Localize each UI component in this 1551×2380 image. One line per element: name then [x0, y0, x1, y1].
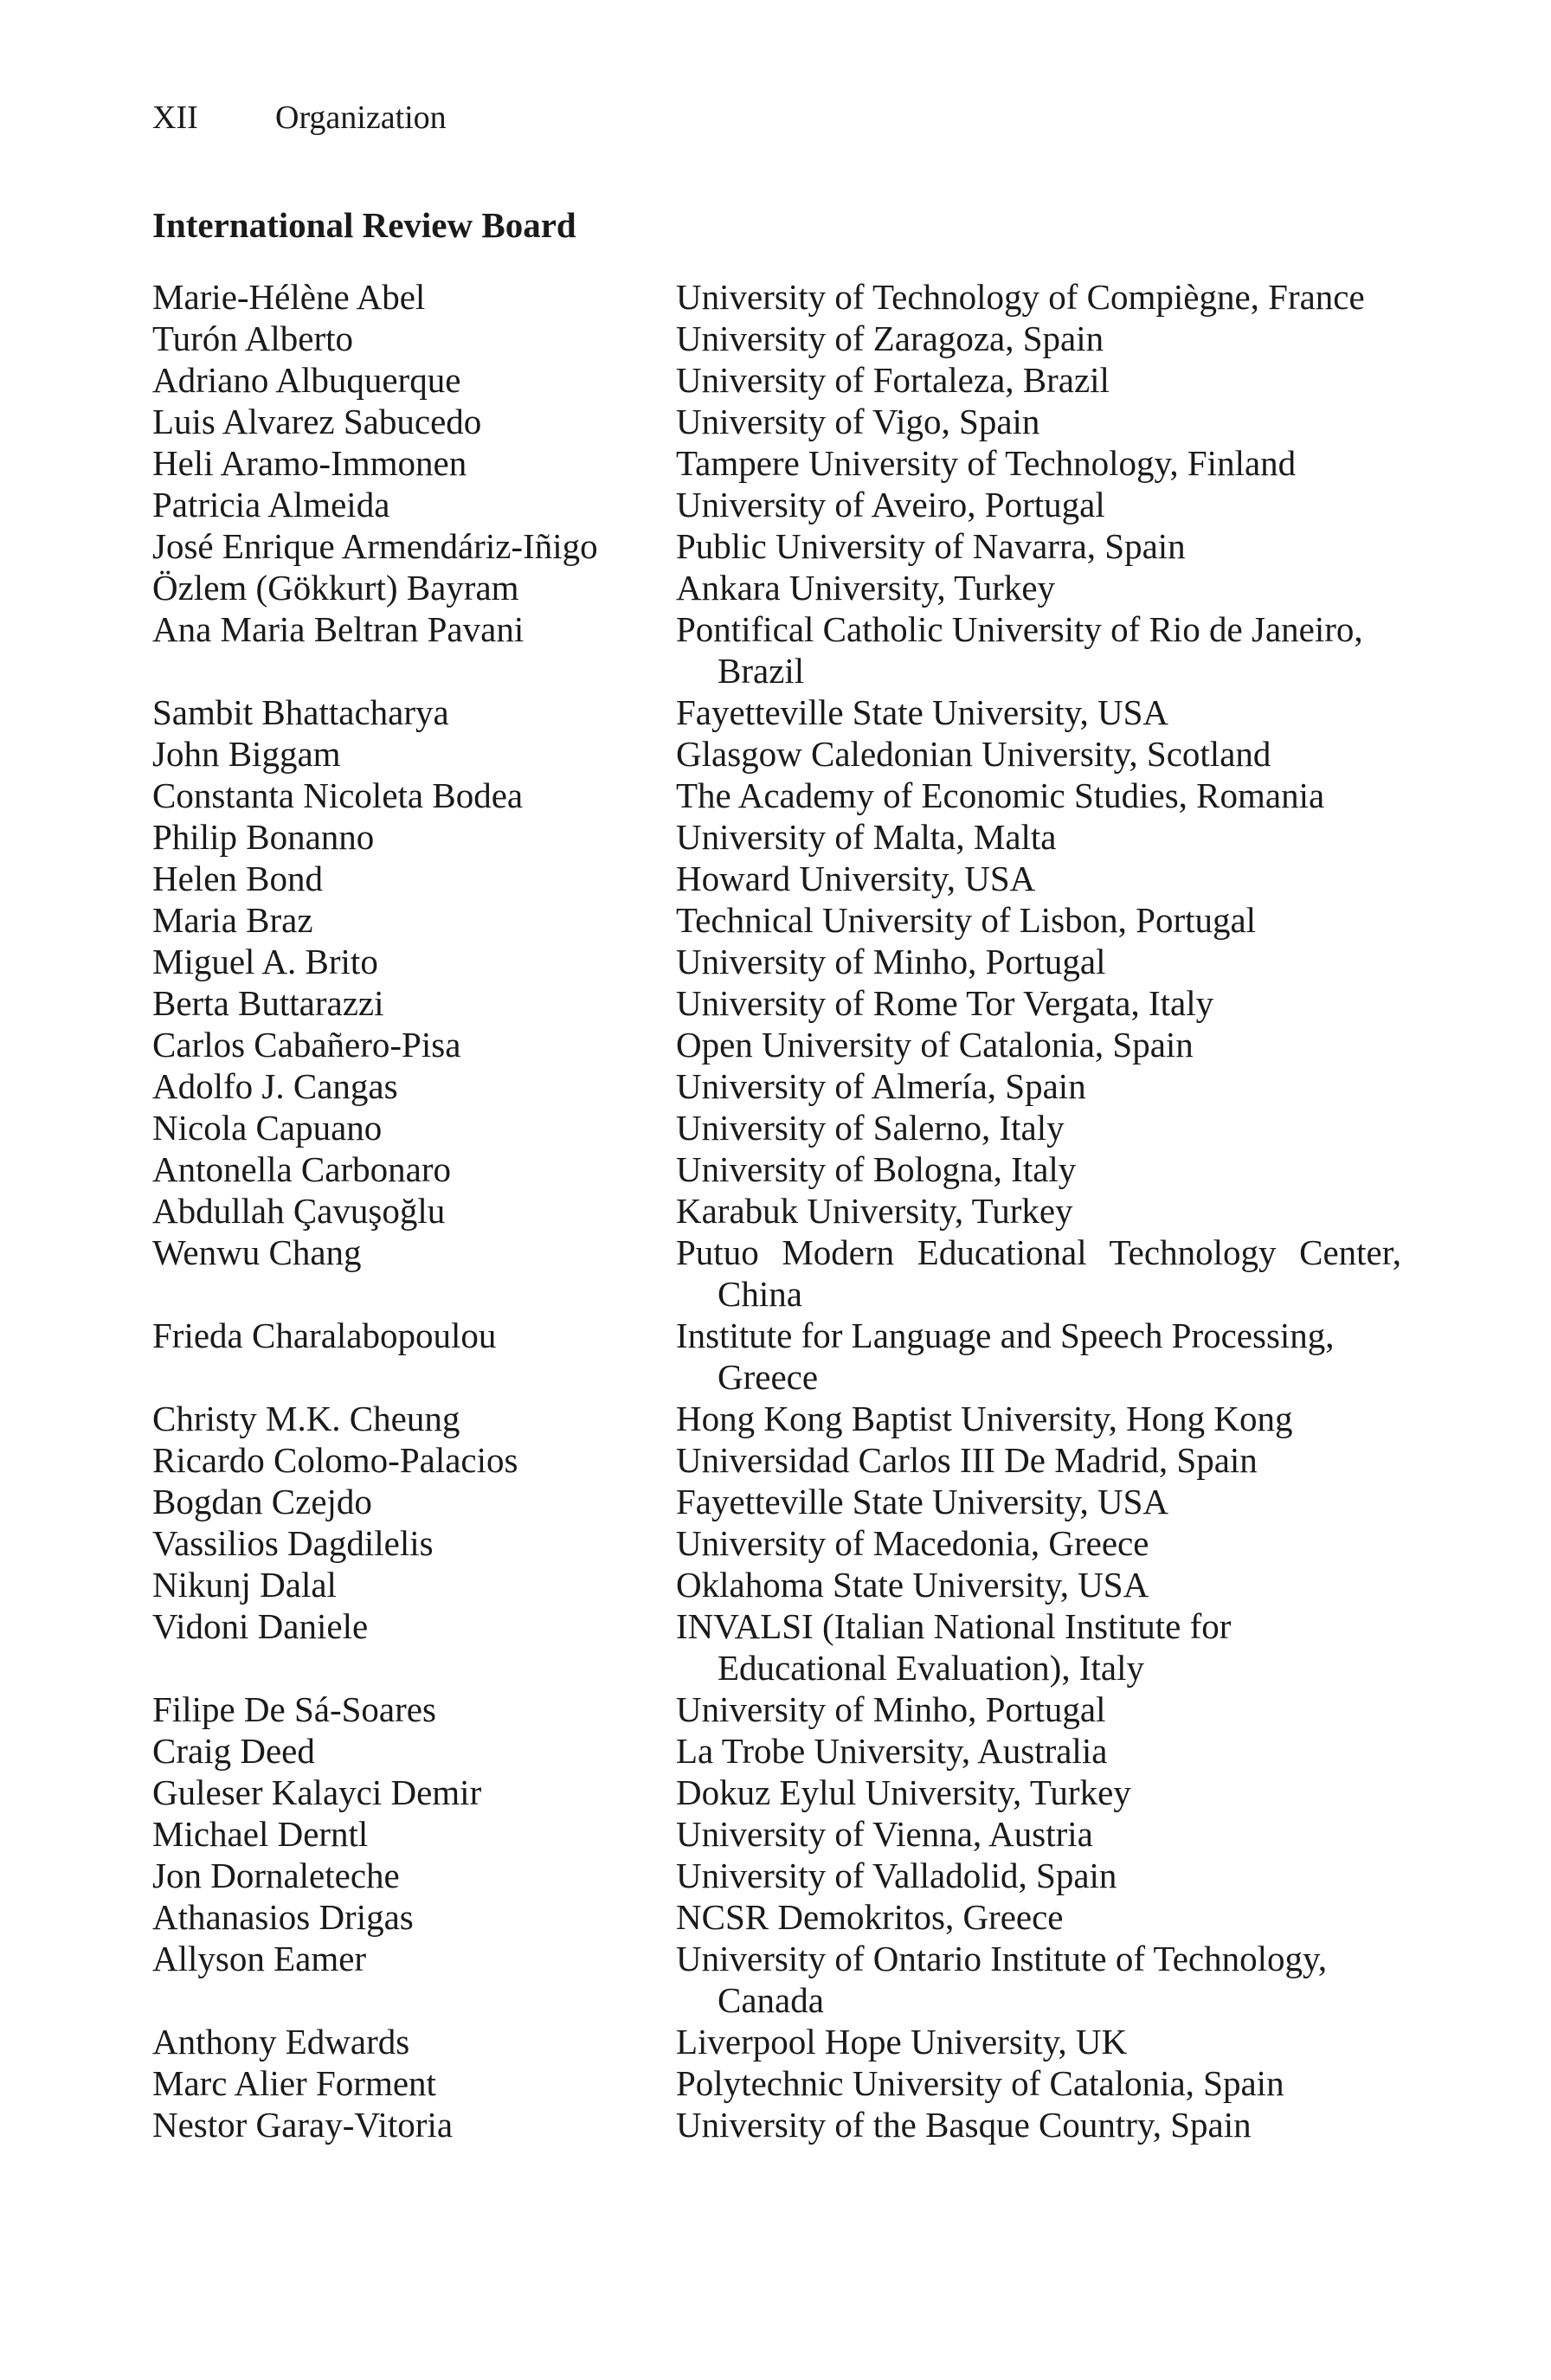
affiliation-line: University of Aveiro, Portugal: [676, 485, 1105, 524]
affiliation-line: Open University of Catalonia, Spain: [676, 1025, 1194, 1065]
affiliation-line: Howard University, USA: [676, 859, 1036, 898]
running-head: [152, 97, 447, 138]
member-name: Frieda Charalabopoulou: [152, 1315, 497, 1355]
member-name: Ana Maria Beltran Pavani: [152, 609, 525, 649]
affiliation-line: Fayetteville State University, USA: [676, 692, 1168, 732]
member-name: Adriano Albuquerque: [152, 360, 461, 400]
member-affiliation: [676, 2104, 1401, 2145]
running-title: Organization: [275, 100, 447, 136]
member-row: [152, 1605, 1416, 1689]
member-name: Luis Alvarez Sabucedo: [152, 402, 482, 441]
member-affiliation: [676, 1772, 1401, 1813]
affiliation-line: University of Malta, Malta: [676, 817, 1057, 857]
member-name: José Enrique Armendáriz-Iñigo: [152, 526, 598, 566]
member-name: Maria Braz: [152, 900, 313, 940]
member-name: Marie-Hélène Abel: [152, 277, 426, 317]
member-affiliation: [676, 1148, 1401, 1190]
affiliation-line: University of Bologna, Italy: [676, 1149, 1077, 1189]
member-name: Michael Derntl: [152, 1814, 369, 1854]
affiliation-line: INVALSI (Italian National Institute for: [676, 1606, 1232, 1646]
member-name: Nicola Capuano: [152, 1108, 383, 1148]
member-name: Helen Bond: [152, 859, 323, 898]
member-affiliation: [676, 276, 1401, 318]
affiliation-line: Institute for Language and Speech Processing,: [676, 1315, 1335, 1355]
member-row: [152, 1481, 1416, 1522]
affiliation-line: Dokuz Eylul University, Turkey: [676, 1772, 1131, 1812]
member-name: Allyson Eamer: [152, 1939, 367, 1978]
affiliation-line: University of Vigo, Spain: [676, 402, 1040, 441]
affiliation-line: University of Salerno, Italy: [676, 1108, 1065, 1148]
member-row: [152, 1896, 1416, 1938]
affiliation-line: University of Zaragoza, Spain: [676, 318, 1104, 358]
member-affiliation: [676, 1730, 1401, 1772]
member-affiliation: [676, 1315, 1401, 1398]
member-row: [152, 899, 1416, 941]
member-affiliation: [676, 941, 1401, 982]
member-row: [152, 1065, 1416, 1107]
member-affiliation: [676, 1564, 1401, 1605]
member-affiliation: [676, 484, 1401, 525]
affiliation-line: University of Fortaleza, Brazil: [676, 360, 1110, 400]
member-row: [152, 1855, 1416, 1896]
member-row: [152, 858, 1416, 899]
affiliation-line: NCSR Demokritos, Greece: [676, 1897, 1064, 1937]
member-name: Anthony Edwards: [152, 2022, 410, 2062]
affiliation-line: Liverpool Hope University, UK: [676, 2022, 1128, 2062]
member-affiliation: [676, 1481, 1401, 1522]
member-affiliation: [676, 1107, 1401, 1148]
affiliation-line: University of Valladolid, Spain: [676, 1856, 1117, 1895]
member-row: [152, 608, 1416, 691]
member-name: Craig Deed: [152, 1731, 315, 1771]
affiliation-line: Universidad Carlos III De Madrid, Spain: [676, 1440, 1258, 1480]
member-name: Athanasios Drigas: [152, 1897, 414, 1937]
affiliation-line: University of the Basque Country, Spain: [676, 2105, 1252, 2145]
affiliation-line: University of Almería, Spain: [676, 1066, 1086, 1106]
member-affiliation: [676, 1522, 1401, 1564]
member-row: [152, 1315, 1416, 1398]
section-title: International Review Board: [152, 205, 576, 245]
member-affiliation: [676, 442, 1401, 484]
member-affiliation: [676, 982, 1401, 1024]
member-affiliation: [676, 1439, 1401, 1481]
affiliation-line: Karabuk University, Turkey: [676, 1191, 1073, 1231]
member-affiliation: [676, 1024, 1401, 1065]
member-row: [152, 401, 1416, 442]
member-row: [152, 941, 1416, 982]
member-affiliation: [676, 2021, 1401, 2062]
affiliation-continuation: China: [718, 1274, 802, 1314]
member-name: Ricardo Colomo-Palacios: [152, 1440, 518, 1480]
member-affiliation: [676, 1605, 1401, 1689]
member-row: [152, 1689, 1416, 1730]
member-row: [152, 2104, 1416, 2145]
member-name: Philip Bonanno: [152, 817, 375, 857]
affiliation-line: Oklahoma State University, USA: [676, 1565, 1149, 1605]
affiliation-line: Glasgow Caledonian University, Scotland: [676, 734, 1271, 774]
member-name: Jon Dornaleteche: [152, 1856, 400, 1895]
member-row: [152, 775, 1416, 816]
member-name: Marc Alier Forment: [152, 2063, 436, 2103]
member-row: [152, 484, 1416, 525]
member-name: Guleser Kalayci Demir: [152, 1772, 482, 1812]
member-name: Vassilios Dagdilelis: [152, 1523, 434, 1563]
member-name: Berta Buttarazzi: [152, 983, 384, 1023]
affiliation-line: University of Minho, Portugal: [676, 942, 1106, 981]
member-row: [152, 1232, 1416, 1315]
member-name: Constanta Nicoleta Bodea: [152, 775, 524, 815]
member-name: Patricia Almeida: [152, 485, 390, 524]
member-name: Antonella Carbonaro: [152, 1149, 451, 1189]
member-affiliation: [676, 318, 1401, 359]
member-name: Abdullah Çavuşoğlu: [152, 1191, 446, 1231]
member-name: Turón Alberto: [152, 318, 353, 358]
member-affiliation: [676, 1689, 1401, 1730]
member-row: [152, 442, 1416, 484]
page-number: XII: [152, 100, 198, 136]
member-row: [152, 1564, 1416, 1605]
affiliation-line: La Trobe University, Australia: [676, 1731, 1108, 1771]
member-name: Nestor Garay-Vitoria: [152, 2105, 454, 2145]
affiliation-line: Hong Kong Baptist University, Hong Kong: [676, 1399, 1293, 1438]
member-row: [152, 1024, 1416, 1065]
member-affiliation: [676, 1398, 1401, 1439]
member-affiliation: [676, 567, 1401, 608]
affiliation-line: University of Ontario Institute of Technology,: [676, 1939, 1328, 1978]
member-affiliation: [676, 1232, 1401, 1315]
member-name: Heli Aramo-Immonen: [152, 443, 467, 483]
member-row: [152, 1813, 1416, 1855]
member-affiliation: [676, 525, 1401, 567]
member-row: [152, 733, 1416, 775]
member-name: Nikunj Dalal: [152, 1565, 337, 1605]
member-affiliation: [676, 775, 1401, 816]
member-affiliation: [676, 608, 1401, 691]
affiliation-continuation: Educational Evaluation), Italy: [718, 1648, 1144, 1688]
member-name: Filipe De Sá-Soares: [152, 1689, 436, 1729]
member-row: [152, 1107, 1416, 1148]
member-name: Carlos Cabañero-Pisa: [152, 1025, 461, 1065]
member-name: Christy M.K. Cheung: [152, 1399, 460, 1438]
affiliation-line: Fayetteville State University, USA: [676, 1482, 1168, 1521]
affiliation-continuation: Canada: [718, 1980, 824, 2020]
member-row: [152, 567, 1416, 608]
member-affiliation: [676, 816, 1401, 858]
member-affiliation: [676, 1896, 1401, 1938]
member-affiliation: [676, 1938, 1401, 2021]
affiliation-line: Polytechnic University of Catalonia, Spain: [676, 2063, 1284, 2103]
member-row: [152, 1938, 1416, 2021]
affiliation-line: Technical University of Lisbon, Portugal: [676, 900, 1257, 940]
affiliation-line: Public University of Navarra, Spain: [676, 526, 1186, 566]
affiliation-line: Tampere University of Technology, Finland: [676, 443, 1297, 483]
member-row: [152, 2021, 1416, 2062]
member-affiliation: [676, 1190, 1401, 1232]
member-name: Miguel A. Brito: [152, 942, 378, 981]
member-name: Adolfo J. Cangas: [152, 1066, 398, 1106]
affiliation-continuation: Brazil: [718, 651, 805, 691]
member-row: [152, 1730, 1416, 1772]
member-row: [152, 1148, 1416, 1190]
member-row: [152, 276, 1416, 318]
member-row: [152, 691, 1416, 733]
member-name: Özlem (Gökkurt) Bayram: [152, 568, 519, 608]
member-name: Vidoni Daniele: [152, 1606, 369, 1646]
member-row: [152, 982, 1416, 1024]
member-affiliation: [676, 359, 1401, 401]
member-row: [152, 2062, 1416, 2104]
affiliation-continuation: Greece: [718, 1357, 819, 1397]
member-affiliation: [676, 1065, 1401, 1107]
member-row: [152, 1439, 1416, 1481]
member-row: [152, 359, 1416, 401]
affiliation-line: Pontifical Catholic University of Rio de Janeiro,: [676, 609, 1363, 649]
member-row: [152, 1190, 1416, 1232]
member-row: [152, 1772, 1416, 1813]
member-row: [152, 318, 1416, 359]
member-affiliation: [676, 1855, 1401, 1896]
member-affiliation: [676, 401, 1401, 442]
member-row: [152, 1398, 1416, 1439]
member-row: [152, 816, 1416, 858]
member-name: Bogdan Czejdo: [152, 1482, 372, 1521]
member-affiliation: [676, 1813, 1401, 1855]
member-affiliation: [676, 733, 1401, 775]
member-name: John Biggam: [152, 734, 341, 774]
member-affiliation: [676, 2062, 1401, 2104]
member-affiliation: [676, 899, 1401, 941]
member-row: [152, 525, 1416, 567]
affiliation-line: University of Macedonia, Greece: [676, 1523, 1149, 1563]
member-row: [152, 1522, 1416, 1564]
affiliation-line: University of Minho, Portugal: [676, 1689, 1106, 1729]
affiliation-line: Putuo Modern Educational Technology Center,: [676, 1232, 1401, 1272]
member-name: Sambit Bhattacharya: [152, 692, 449, 732]
affiliation-line: The Academy of Economic Studies, Romania: [676, 775, 1325, 815]
review-board-list: [152, 276, 1416, 2145]
affiliation-line: University of Rome Tor Vergata, Italy: [676, 983, 1214, 1023]
affiliation-line: University of Vienna, Austria: [676, 1814, 1093, 1854]
member-affiliation: [676, 858, 1401, 899]
member-name: Wenwu Chang: [152, 1232, 362, 1272]
affiliation-line: University of Technology of Compiègne, France: [676, 277, 1365, 317]
member-affiliation: [676, 691, 1401, 733]
affiliation-line: Ankara University, Turkey: [676, 568, 1056, 608]
